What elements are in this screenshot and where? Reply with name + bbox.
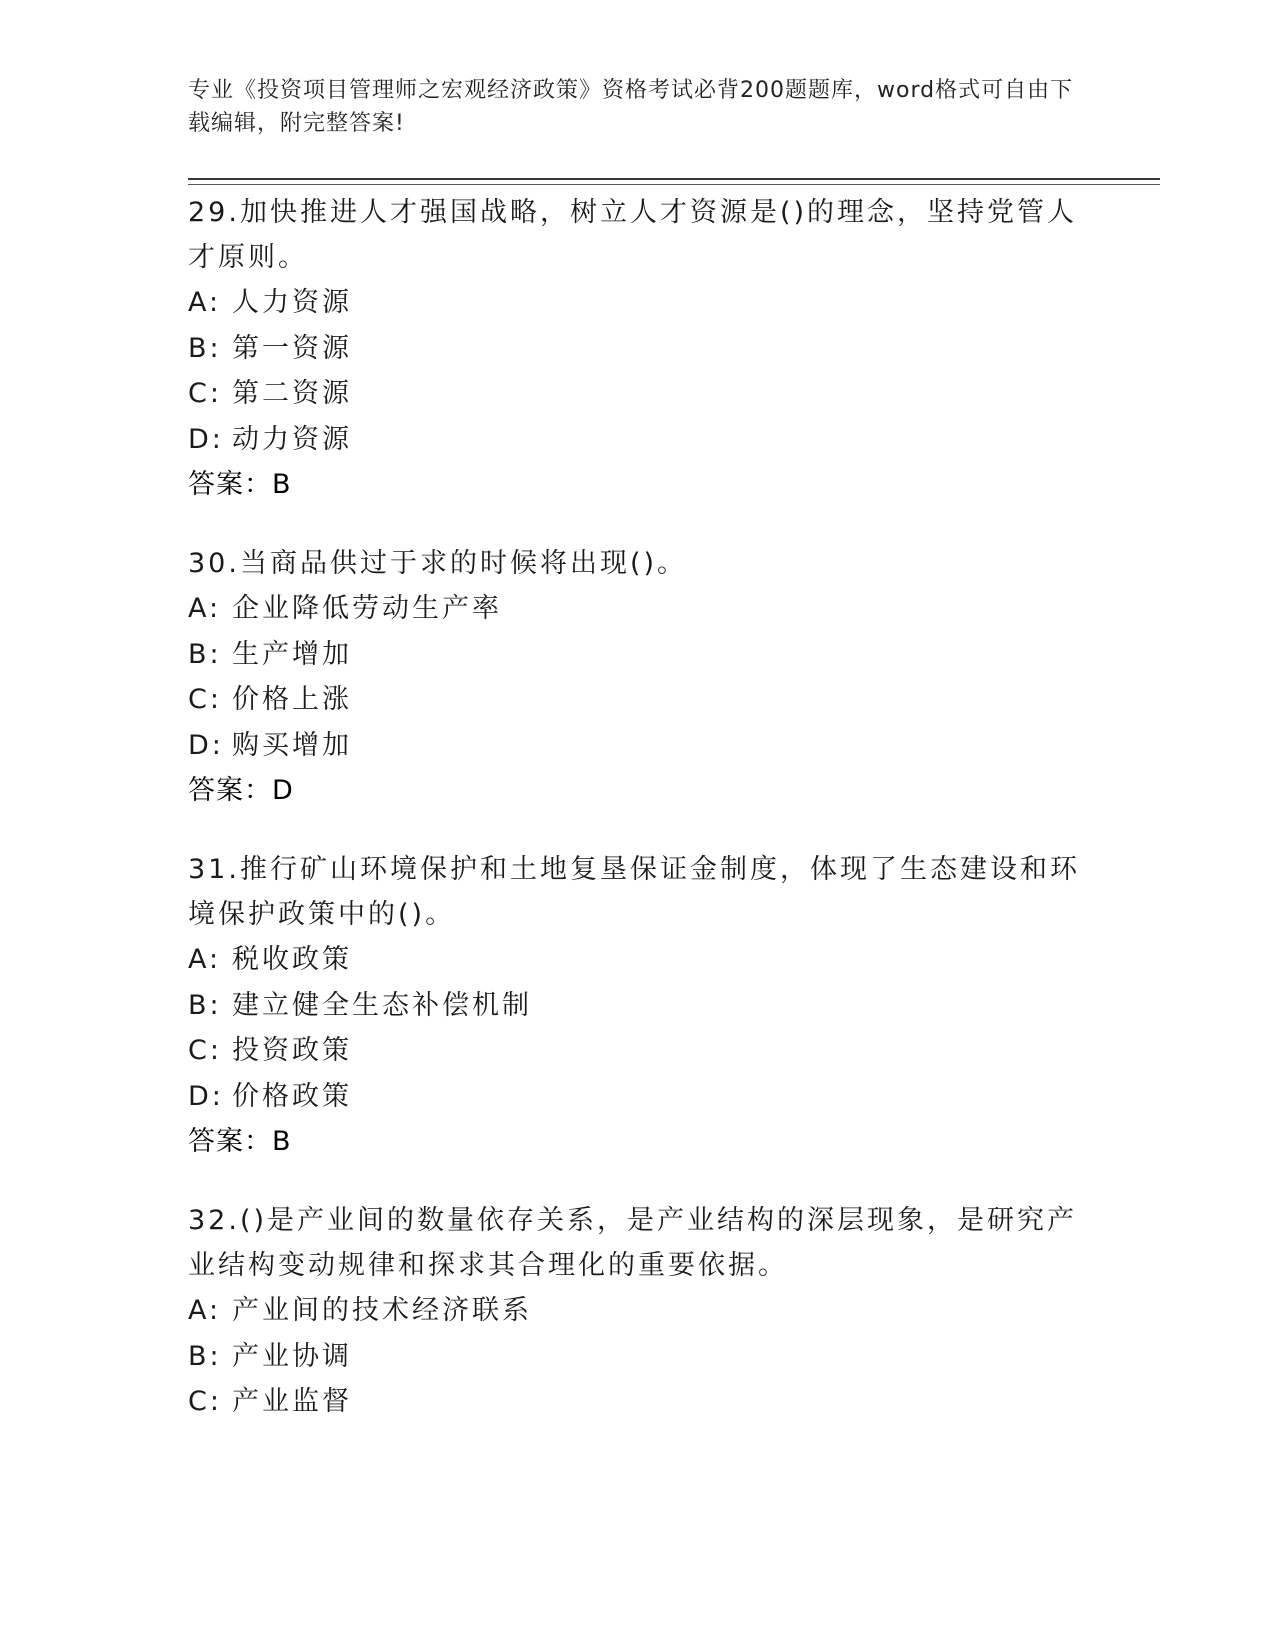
option-text: 产业协调 [232,1340,352,1372]
option-letter: D: [188,1080,224,1112]
document-header: 专业《投资项目管理师之宏观经济政策》资格考试必背200题题库，word格式可自由下载编辑，附完整答案! [188,78,1074,136]
option-b [188,1334,1088,1380]
question-stem: 29.加快推进人才强国战略，树立人才资源是()的理念，坚持党管人才原则。 [188,197,1078,273]
option-letter: B: [188,638,222,670]
option-text: 建立健全生态补偿机制 [232,989,532,1021]
option-text: 产业监督 [232,1386,352,1417]
option-letter: B: [188,332,222,364]
option-c [188,371,1088,417]
option-letter: A: [188,593,222,624]
option-d [188,723,1088,769]
answer-line: 答案：B [188,469,292,500]
option-text: 税收政策 [232,944,352,975]
header-divider-thick [188,178,1160,180]
option-letter: C: [188,684,222,715]
option-a [188,937,1088,983]
question-stem: 31.推行矿山环境保护和土地复垦保证金制度，体现了生态建设和环境保护政策中的()。 [188,854,1080,930]
option-letter: A: [188,287,222,318]
option-d [188,1074,1088,1120]
option-b [188,632,1088,678]
question-32 [188,1198,1088,1425]
option-text: 产业间的技术经济联系 [232,1295,532,1326]
option-text: 人力资源 [232,287,352,318]
option-text: 投资政策 [232,1035,352,1066]
question-list [188,190,1088,1459]
option-c [188,1379,1088,1425]
question-29 [188,190,1088,507]
answer-line: 答案：D [188,775,294,806]
option-letter: D: [188,423,224,455]
option-text: 价格政策 [232,1080,352,1112]
option-d [188,417,1088,463]
question-stem: 30.当商品供过于求的时候将出现()。 [188,548,688,579]
option-b [188,983,1088,1029]
option-b [188,326,1088,372]
question-stem: 32.()是产业间的数量依存关系，是产业结构的深层现象，是研究产业结构变动规律和探求其合理化的重要依据。 [188,1205,1078,1281]
option-letter: C: [188,378,222,409]
option-text: 购买增加 [232,729,352,761]
option-letter: B: [188,989,222,1021]
option-text: 动力资源 [232,423,352,455]
option-a [188,586,1088,632]
option-letter: A: [188,944,222,975]
option-a [188,280,1088,326]
option-letter: B: [188,1340,222,1372]
option-c [188,1028,1088,1074]
option-letter: C: [188,1035,222,1066]
option-letter: C: [188,1386,222,1417]
option-letter: A: [188,1295,222,1326]
option-text: 企业降低劳动生产率 [232,593,502,624]
option-a [188,1288,1088,1334]
option-c [188,677,1088,723]
question-31 [188,847,1088,1164]
header-divider-thin [188,184,1160,185]
option-text: 第一资源 [232,332,352,364]
answer-line: 答案：B [188,1126,292,1157]
option-text: 第二资源 [232,378,352,409]
option-text: 价格上涨 [232,684,352,715]
question-30 [188,541,1088,813]
option-text: 生产增加 [232,638,352,670]
option-letter: D: [188,729,224,761]
